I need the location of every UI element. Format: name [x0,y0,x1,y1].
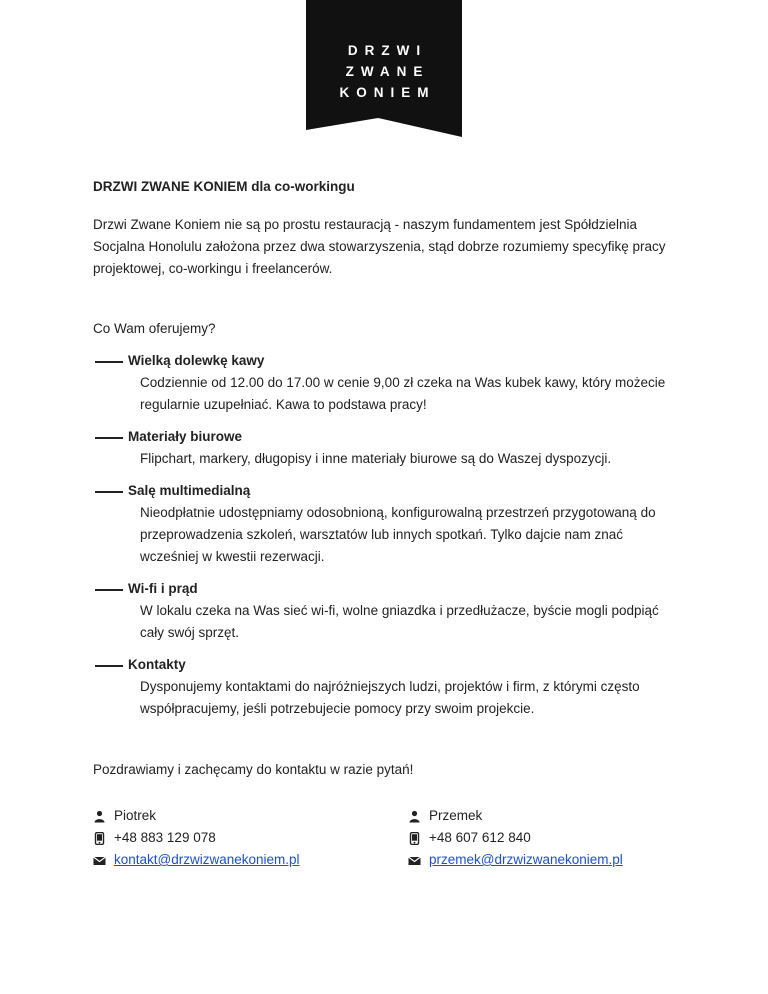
contact-name: Piotrek [114,808,157,823]
offer-description: Nieodpłatnie udostępniamy odosobnioną, konfigurowalną przestrzeń przygotowaną do przeprowadzenia szkoleń, warsztatów lub innych spotkań. Tylko dajcie nam znać wcześniej w kwestii rezerwacji. [140,505,656,564]
contact-name-row [408,805,688,827]
offer-item [93,426,683,470]
logo-line-3: KONIEM [339,85,436,100]
offer-title: Kontakty [128,657,186,672]
contact-phone[interactable]: +48 607 612 840 [429,830,531,845]
mail-icon [93,854,106,867]
dash-icon [95,361,123,363]
mail-icon [408,854,421,867]
dash-icon [95,437,123,439]
offer-list [93,350,683,720]
offer-description: Dysponujemy kontaktami do najróżniejszych ludzi, projektów i firm, z którymi często współpracujemy, jeśli potrzebujecie pomocy przy swoim projekcie. [140,679,640,716]
logo-line-2: ZWANE [345,64,430,79]
contact-card-1 [93,805,373,871]
phone-icon [408,832,421,845]
contact-email-row [408,849,688,871]
contact-phone[interactable]: +48 883 129 078 [114,830,216,845]
offer-description: W lokalu czeka na Was sieć wi-fi, wolne gniazdka i przedłużacze, byście mogli podpiąć cały swój sprzęt. [140,603,659,640]
contact-card-2 [408,805,688,871]
offer-title: Materiały biurowe [128,429,243,444]
person-icon [93,810,106,823]
offer-item [93,654,683,720]
offer-title: Wi-fi i prąd [128,581,198,596]
document-heading: DRZWI ZWANE KONIEM dla co-workingu [93,179,355,194]
offer-title: Wielką dolewkę kawy [128,353,265,368]
contact-email-link[interactable]: kontakt@drzwizwanekoniem.pl [114,852,300,867]
logo-text [306,40,462,103]
offer-item [93,480,683,568]
offer-title: Salę multimedialną [128,483,251,498]
offer-item [93,350,683,416]
person-icon [408,810,421,823]
dash-icon [95,491,123,493]
offer-question: Co Wam oferujemy? [93,321,216,336]
dash-icon [95,665,123,667]
contact-name: Przemek [429,808,483,823]
logo [306,0,462,137]
offer-description: Codziennie od 12.00 do 17.00 w cenie 9,00 zł czeka na Was kubek kawy, który możecie regularnie uzupełniać. Kawa to podstawa pracy! [140,375,666,412]
offer-description: Flipchart, markery, długopisy i inne materiały biurowe są do Waszej dyspozycji. [140,451,612,466]
offer-item [93,578,683,644]
contact-phone-row [408,827,688,849]
phone-icon [93,832,106,845]
contact-phone-row [93,827,373,849]
dash-icon [95,589,123,591]
document-body [93,176,683,781]
contact-email-row [93,849,373,871]
contact-name-row [93,805,373,827]
greeting: Pozdrawiamy i zachęcamy do kontaktu w razie pytań! [93,762,414,777]
intro-paragraph: Drzwi Zwane Koniem nie są po prostu restauracją - naszym fundamentem jest Spółdzielnia Socjalna Honolulu założona przez dwa stowarzyszenia, stąd dobrze rozumiemy specyfikę pracy projektowej, co-workingu i freelancerów. [93,217,666,276]
contact-email-link[interactable]: przemek@drzwizwanekoniem.pl [429,852,623,867]
logo-line-1: DRZWI [347,43,428,58]
